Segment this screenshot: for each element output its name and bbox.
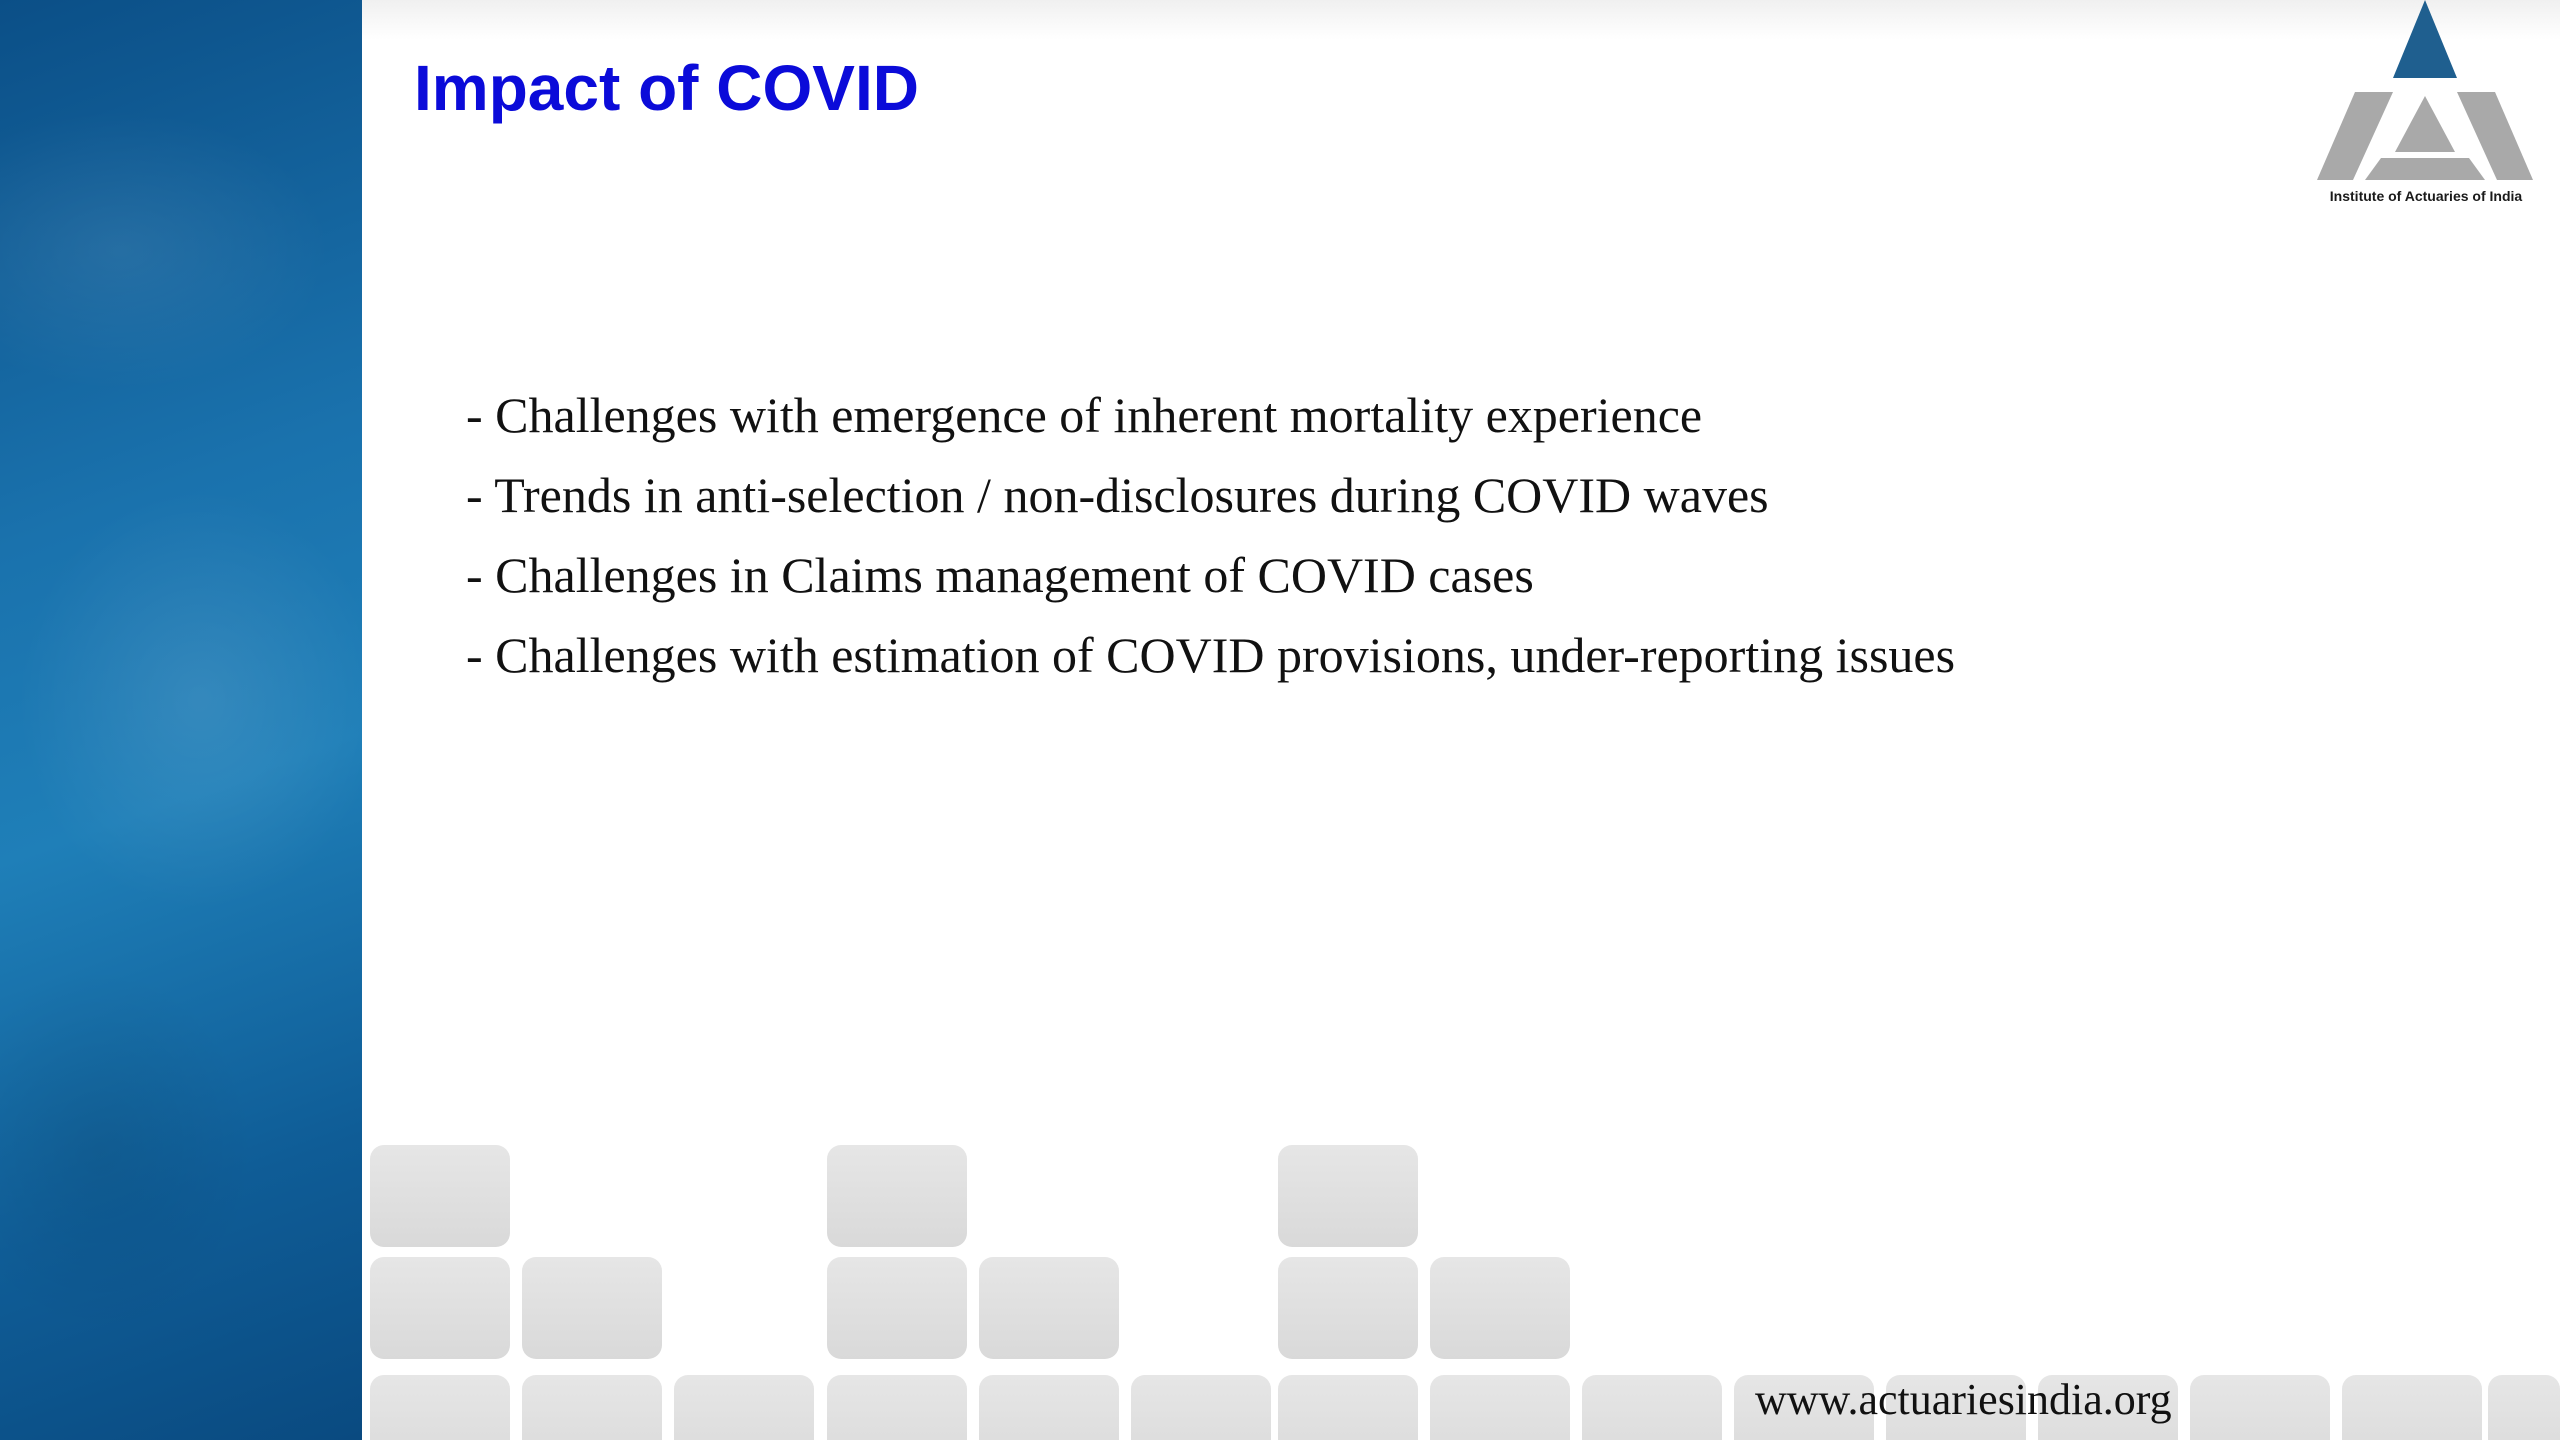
deco-block <box>522 1257 662 1359</box>
deco-block <box>1582 1375 1722 1440</box>
decorative-block-pattern <box>362 1130 2560 1440</box>
bullet-item: - Challenges in Claims management of COVID cases <box>466 547 1534 603</box>
deco-block <box>370 1257 510 1359</box>
deco-block <box>979 1257 1119 1359</box>
deco-block <box>1430 1257 1570 1359</box>
deco-block <box>674 1375 814 1440</box>
bullet-list <box>466 375 1955 695</box>
deco-block <box>827 1257 967 1359</box>
left-blue-band <box>0 0 362 1440</box>
deco-block <box>1131 1375 1271 1440</box>
deco-block <box>1278 1375 1418 1440</box>
logo-bottom-band <box>2365 158 2485 180</box>
deco-block <box>522 1375 662 1440</box>
logo-center-triangle <box>2395 96 2455 152</box>
deco-block <box>2488 1375 2560 1440</box>
deco-block <box>370 1375 510 1440</box>
footer-website-url: www.actuariesindia.org <box>1755 1375 2172 1424</box>
deco-block <box>1278 1257 1418 1359</box>
deco-block <box>2342 1375 2482 1440</box>
deco-block <box>827 1145 967 1247</box>
deco-block <box>370 1145 510 1247</box>
deco-block <box>2190 1375 2330 1440</box>
logo-top-triangle <box>2393 0 2457 78</box>
logo-caption: Institute of Actuaries of India <box>2329 188 2523 204</box>
deco-block <box>979 1375 1119 1440</box>
deco-block <box>1430 1375 1570 1440</box>
bullet-item: - Challenges with emergence of inherent mortality experience <box>466 387 1703 443</box>
iai-logo-icon <box>2315 0 2535 210</box>
bullet-item: - Challenges with estimation of COVID provisions, under-reporting issues <box>466 627 1956 683</box>
bullet-item: - Trends in anti-selection / non-disclosures during COVID waves <box>466 467 1769 523</box>
deco-block <box>827 1375 967 1440</box>
deco-block <box>1278 1145 1418 1247</box>
slide-title: Impact of COVID <box>414 52 919 124</box>
top-shadow <box>362 0 2560 40</box>
